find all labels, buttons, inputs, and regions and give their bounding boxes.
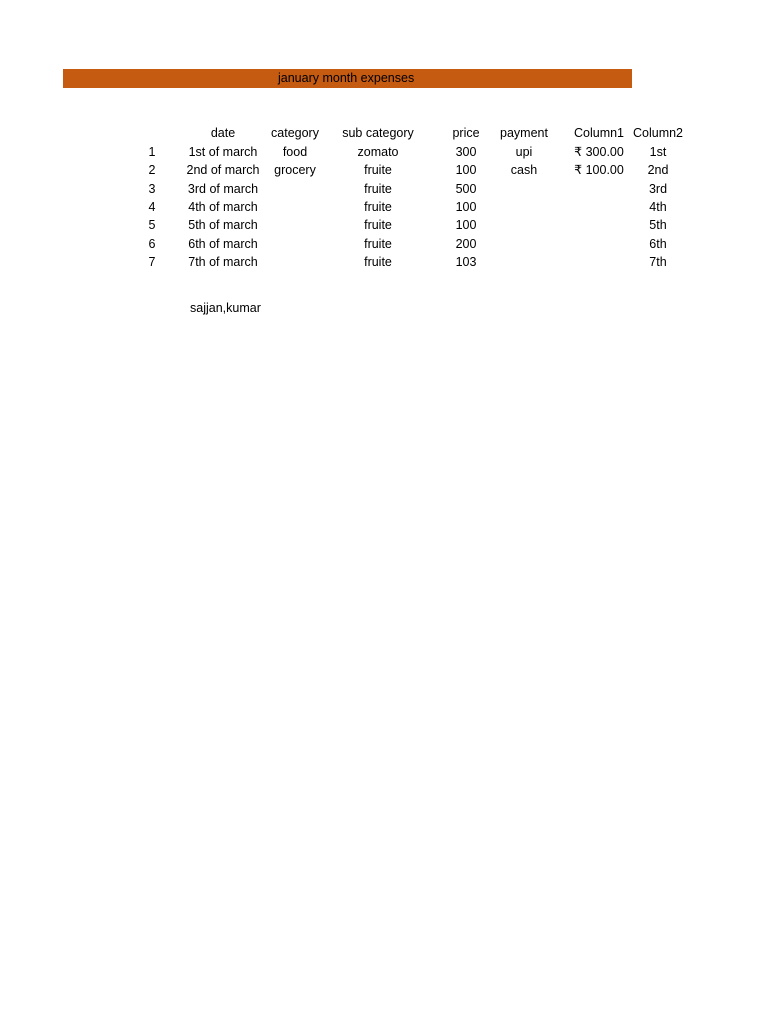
sheet-title: january month expenses [278,71,415,85]
column-header-category: category [271,126,319,140]
table-cell-sub-category: fruite [364,200,392,214]
table-cell-column1 [567,236,631,252]
table-cell-category [265,199,325,215]
column-header-payment: payment [500,126,548,140]
table-cell-column2: 3rd [648,182,668,196]
table-cell-date: 6th of march [188,237,258,251]
table-cell-column1 [567,254,631,270]
column-header-column1: Column1 [573,126,625,140]
table-cell-category: food [282,145,308,159]
table-cell-date: 7th of march [188,255,258,269]
table-cell-payment [494,217,554,233]
table-cell-sub-category: fruite [364,218,392,232]
table-cell-payment: cash [510,163,538,177]
table-cell-date: 2nd of march [186,163,260,177]
table-cell-sub-category: fruite [364,255,392,269]
table-cell-column1 [567,181,631,197]
table-cell-sub-category: fruite [364,182,392,196]
table-cell-price: 200 [455,237,477,251]
table-cell-row-number: 5 [148,218,156,232]
table-cell-date: 5th of march [188,218,258,232]
table-cell-price: 100 [455,200,477,214]
table-cell-row-number: 4 [148,200,156,214]
table-cell-row-number: 6 [148,237,156,251]
table-cell-column1: ₹ 300.00 [574,145,624,159]
table-cell-sub-category: fruite [364,163,392,177]
table-cell-payment [494,181,554,197]
table-cell-price: 300 [455,145,477,159]
table-cell-row-number: 1 [148,145,156,159]
table-cell-column1 [567,217,631,233]
table-cell-sub-category: zomato [357,145,399,159]
table-cell-payment [494,199,554,215]
table-cell-date: 3rd of march [187,182,259,196]
table-cell-date: 1st of march [188,145,258,159]
table-cell-row-number: 2 [148,163,156,177]
table-cell-column2: 6th [649,237,667,251]
column-header-price: price [452,126,480,140]
table-cell-row-number: 3 [148,182,156,196]
table-cell-payment [494,254,554,270]
table-cell-column2: 5th [649,218,667,232]
table-cell-category [265,254,325,270]
table-cell-category [265,181,325,197]
table-cell-category: grocery [274,163,316,177]
table-cell-price: 100 [455,163,477,177]
table-cell-column2: 7th [649,255,667,269]
table-cell-column2: 2nd [647,163,669,177]
table-cell-price: 500 [455,182,477,196]
table-cell-category [265,217,325,233]
table-cell-column1: ₹ 100.00 [574,163,624,177]
footer-name: sajjan,kumar [190,301,261,315]
table-cell-column2: 1st [649,145,667,159]
table-cell-price: 103 [455,255,477,269]
column-header-sub-category: sub category [342,126,414,140]
table-cell-payment: upi [515,145,533,159]
table-cell-date: 4th of march [188,200,258,214]
title-bar [63,69,632,88]
table-cell-payment [494,236,554,252]
column-header-date: date [210,126,236,140]
table-cell-column1 [567,199,631,215]
table-cell-price: 100 [455,218,477,232]
column-header-row-number [142,125,162,141]
column-header-column2: Column2 [632,126,684,140]
table-cell-row-number: 7 [148,255,156,269]
table-cell-sub-category: fruite [364,237,392,251]
table-cell-category [265,236,325,252]
table-cell-column2: 4th [649,200,667,214]
